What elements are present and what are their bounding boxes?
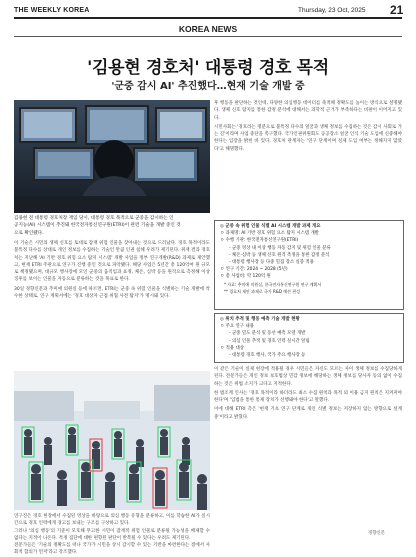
monitoring-room-photo [14, 100, 210, 213]
section-rule [14, 36, 402, 37]
photo-credit: 경향신문 [368, 531, 385, 536]
article-headline: '김용현 경호처' 대통령 경호 목적 [87, 58, 329, 78]
section-title: KOREA NEWS [178, 24, 238, 34]
right-column-text-top [214, 100, 402, 217]
paragraph: 그러나 '의심 행동'의 기준이 모호해 무고한 시민이 잠재적 위험 인물로 분류될 가능성을 배제할 수 없다는 지적이 나온다. 특정 집단에 대한 편향된 판단이 반복될 수 있다는 우려도 제기된다. [14, 528, 210, 541]
left-column-text-bottom [14, 513, 210, 556]
publication-name: THE WEEKLY KOREA [14, 7, 90, 14]
box-line: ㅇ 과제명: AI 기반 경호 위험 요소 탐지 시스템 개발 [220, 231, 319, 237]
box-line: ㅇ 수행 기관: 한국전자통신연구원(ETRI) [220, 238, 299, 244]
paragraph: 한 법조계 인사는 '경호 목적이라 하더라도 최소 수집 원칙과 목적 외 이용 금지 원칙은 지켜져야 한다'며 '입법을 통한 통제 장치가 선행돼야 한다'고 말했다. [214, 390, 402, 404]
box-note: * 자료: 추미애 의원실, 한국전자통신연구원 연구 계획서 [224, 281, 322, 287]
paragraph: 시민사회는 '경호라는 명분으로 불특정 다수의 얼굴과 생체 정보를 수집하는 것은 감시 사회로 가는 길'이라며 사업 중단을 촉구했다. 국가인권위원회도 공공장소 얼굴 인식 기술 도입에 신중해야 한다는 입장을 밝힌 바 있다. 경호처 관계자는 '연구 단계이며 실제 도입 여부는 정해지지 않았다'고 해명했다. [214, 124, 402, 152]
paragraph: 연구진은 경호 현장에서 수집된 영상을 바탕으로 의심 행동 유형을 분류하고, 이를 학습한 AI가 실시간으로 경호 인력에게 경고를 보내는 구조를 구상하고 있다. [14, 514, 210, 527]
box-line: - 대통령 경호 행사, 국가 주요 행사장 등 [229, 353, 306, 359]
caption-line: 으로 확인됐다. [14, 230, 44, 236]
box-line: - 의심 인물 추적 및 경호 인력 실시간 알림 [229, 338, 310, 344]
paragraph: 이에 대해 ETRI 측은 '현재 기초 연구 단계로 개인 식별 정보는 저장하지 않는 방향으로 설계 중'이라고 밝혔다. [214, 407, 402, 420]
page-number: 21 [390, 3, 404, 17]
caption-line: 김용현 전 대통령 경호처장 재임 당시, 대통령 경호 목적으로 군중을 감시하는 인 [14, 216, 174, 221]
caption-line: 공지능(AI) 시스템이 추진돼 한국전자통신연구원(ETRI)이 관련 기술을 개발 중인 것 [14, 223, 181, 229]
masthead-rule [14, 17, 402, 19]
left-column-text [14, 240, 210, 368]
box-line: ㅇ 연구 기간: 2024 ~ 2028 (5년) [220, 267, 288, 273]
box-line: ㅇ 적용 대상 [220, 345, 244, 351]
issue-date: Thursday, 23 Oct, 2025 [298, 7, 366, 14]
right-column-text-bottom [214, 366, 402, 528]
box-note: ** 경호처 제안 과제로 국가 R&D 예산 편성 [224, 288, 300, 294]
project-overview-box [214, 220, 404, 310]
box-heading: ◎ 군중 속 위험 인물 식별 AI 시스템 개발 과제 개요 [220, 224, 321, 229]
box-heading: ◎ 위치 추적 및 행동 예측 기술 개발 현황 [220, 317, 300, 322]
box-line: - 군중 영상 내 이상 행동 자동 감지 및 위험 인물 분류 [229, 245, 331, 251]
article-subhead: '군중 감시 AI' 추진했다…현재 기술 개발 중 [111, 81, 305, 92]
tracking-tech-box [214, 313, 404, 363]
box-line: - 군중 밀도 분석 및 동선 예측 모델 개발 [229, 331, 306, 337]
box-line: ㅇ 주요 연구 내용 [220, 324, 254, 330]
crowd-photo [14, 371, 210, 510]
paragraph: 전문가들은 '기술의 정확도를 떠나 국가가 시민을 상시 감시할 수 있는 기반을 마련한다는 점에서 사회적 합의가 먼저'라고 강조했다. [14, 543, 210, 556]
paragraph: 30일 경향신문과 추미애 의원실 등에 따르면, ETRI는 군중 속 위험 인물을 식별하는 기술 개발에 착수한 상태로, 연구 계획서에는 '경호 대상자 근접 위협 사전 탐지'가 명시돼 있다. [14, 286, 210, 300]
box-line: ㅇ 총 사업비: 약 120억 원 [220, 274, 271, 280]
photo1-caption [14, 215, 210, 237]
paragraph: 후 행동을 판단하는 것인데, 다양한 의심행동 데이터를 축적해 정확도를 높이는 방식으로 설명됐다. 생체 신호 탐지를 통한 감정 분석에 대해서는 과학적 근거가 부족하다는 비판이 이어지고 있다. [214, 101, 402, 121]
box-line: - 체온·심박 등 생체 신호 원격 측정을 통한 감정 분석 [229, 252, 330, 258]
paragraph: 이 같은 기술이 실제 현장에 적용될 경우 시민들은 자신도 모르는 사이 생체 정보를 수집당하게 된다. 전문가들은 개인 정보 보호법상 민감 정보에 해당하는 생체 정보를 당사자 동의 없이 수집하는 것은 위법 소지가 크다고 지적한다. [214, 367, 402, 387]
paragraph: 이 기술은 시민의 생체 신호를 토대로 잠재 위험 인물을 찾아내는 것으로 드러났다. 경호 목적이라도 불특정 다수를 상대로 개인 정보를 수집하는 기술인 만큼 인권 침해 우려가 제기된다. 취재 결과 경호처는 지난해 'AI 기반 경호 위험 요소 탐지 시스템' 개발 사업을 정부 연구개발(R&D) 과제로 제안했고, 현재 ETRI 주관으로 연구가 진행 중인 것으로 파악됐다. 해당 사업은 5년간 총 120억여 원 규모로 책정됐으며, 대규모 행사장에 모인 군중의 움직임과 표정, 체온, 심박 등을 원격으로 측정해 이상 징후를 보이는 인물을 자동으로 분류하는 것을 목표로 한다. [14, 241, 210, 283]
box-line: - 대통령 행사장 등 다중 밀집 장소 실증 적용 [229, 260, 314, 266]
